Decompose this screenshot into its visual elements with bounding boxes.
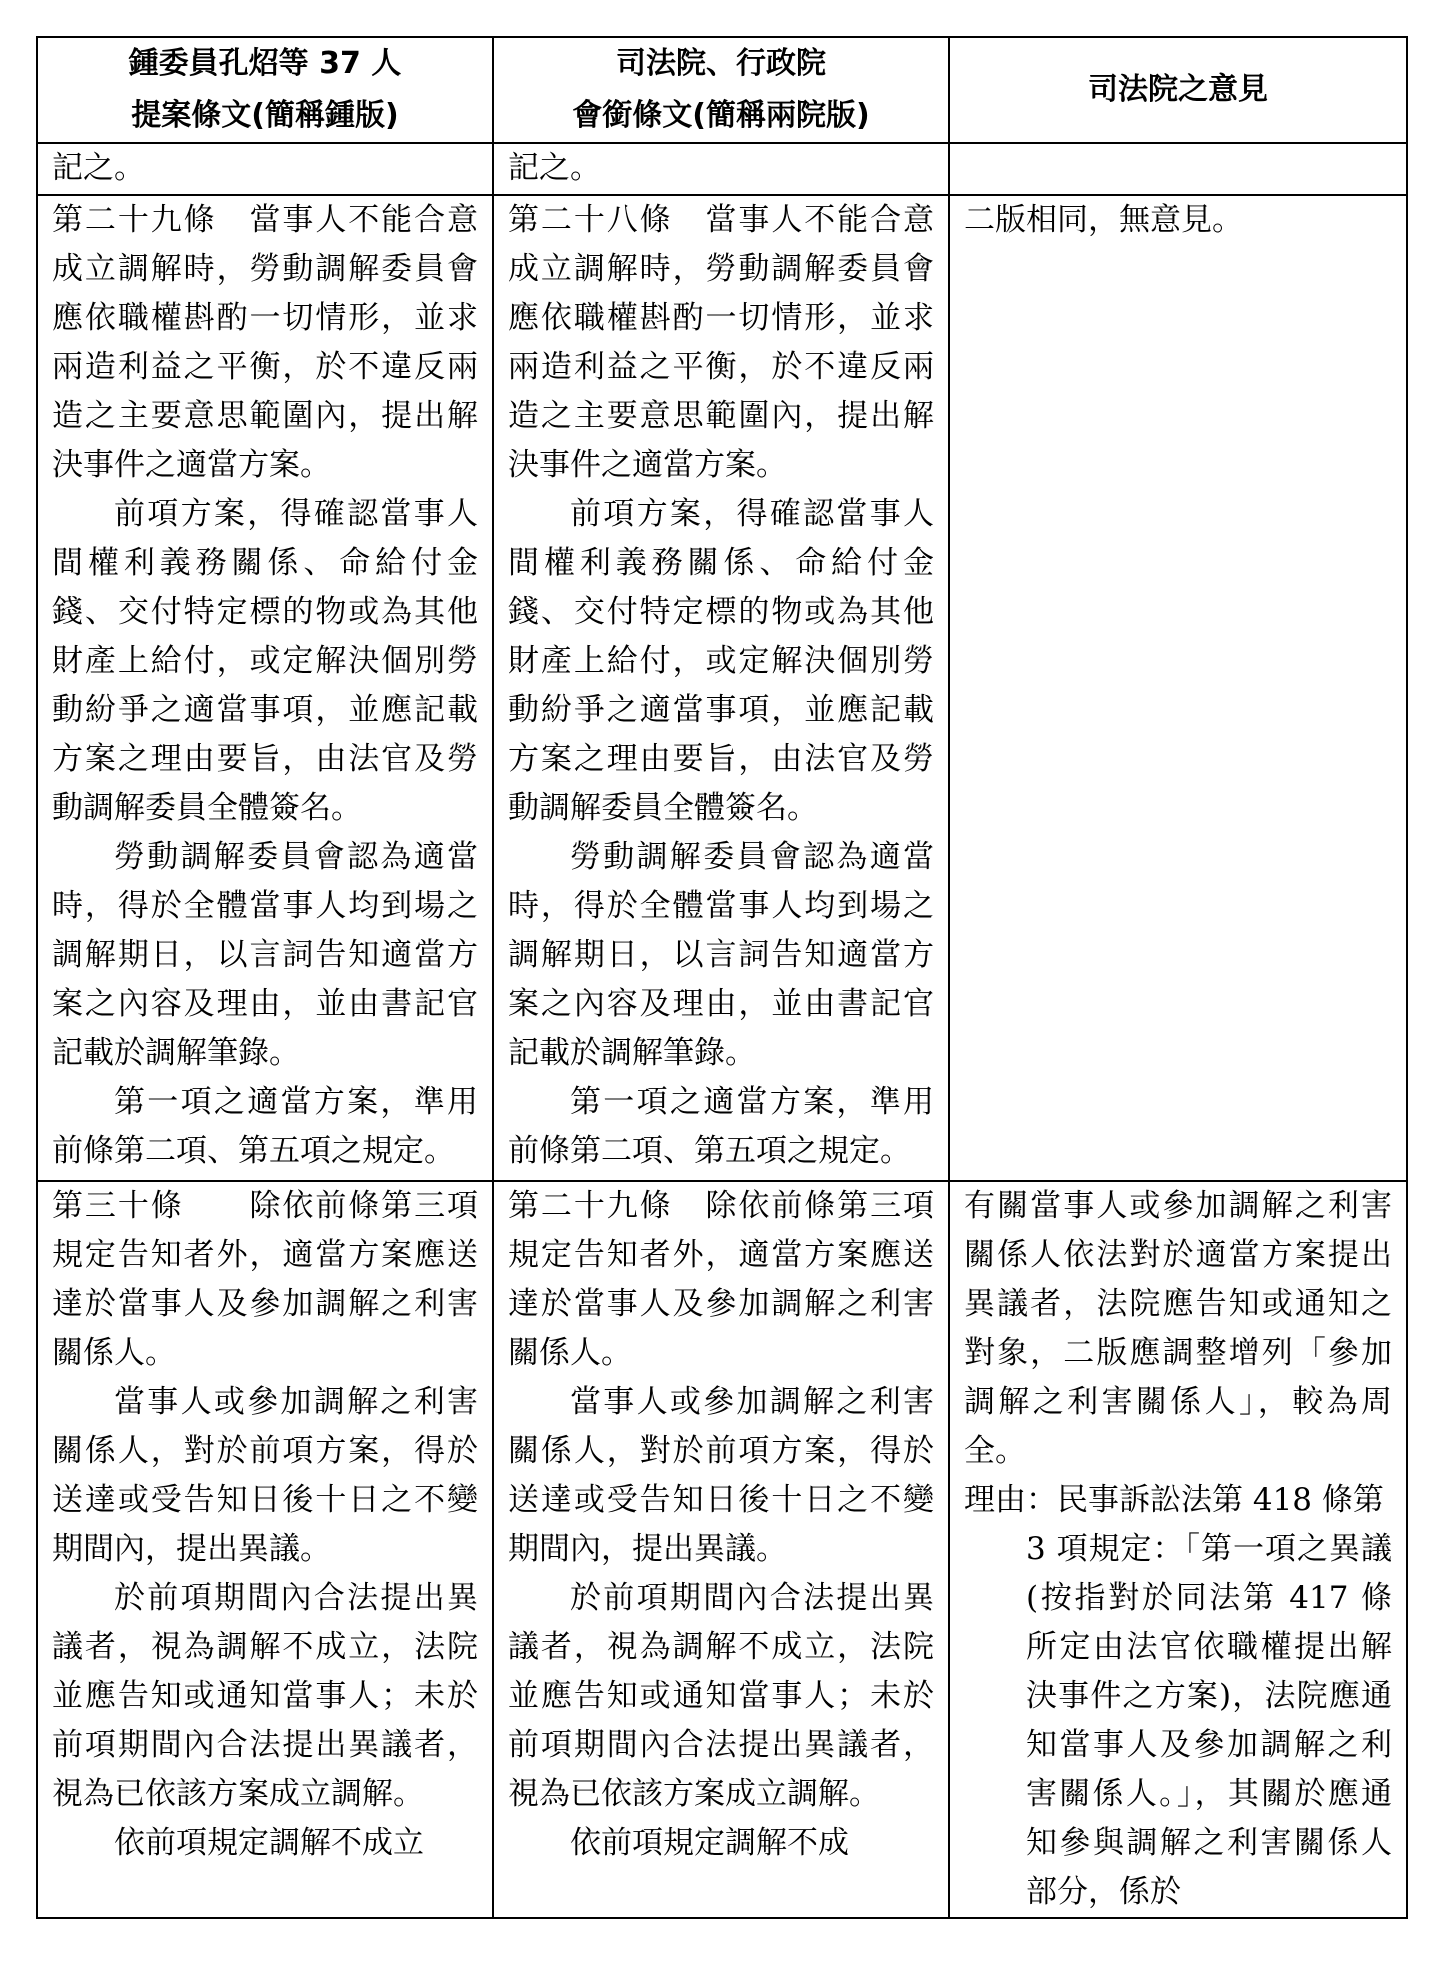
cell-row0-col3 — [949, 143, 1407, 195]
header-two-yuan-line2: 會銜條文(簡稱兩院版) — [572, 98, 870, 133]
article-29-row — [37, 195, 1407, 1181]
header-legislator-line2: 提案條文(簡稱鍾版) — [131, 98, 399, 133]
cell-row1-col3 — [949, 195, 1407, 1181]
article-paragraph: 第三十條 除依前條第三項規定告知者外，適當方案應送達於當事人及參加調解之利害關係人。 — [52, 1188, 478, 1371]
article-paragraph: 於前項期間內合法提出異議者，視為調解不成立，法院並應告知或通知當事人；未於前項期間內合法提出異議者，視為已依該方案成立調解。 — [508, 1580, 934, 1812]
article-paragraph: 第二十八條 當事人不能合意成立調解時，勞動調解委員會應依職權斟酌一切情形，並求兩造利益之平衡，於不違反兩造之主要意思範圍內，提出解決事件之適當方案。 — [508, 202, 934, 483]
cell-row2-col1 — [37, 1181, 493, 1918]
cell-row2-col2 — [493, 1181, 949, 1918]
article-paragraph: 第一項之適當方案，準用前條第二項、第五項之規定。 — [508, 1084, 934, 1169]
article-paragraph: 於前項期間內合法提出異議者，視為調解不成立，法院並應告知或通知當事人；未於前項期間內合法提出異議者，視為已依該方案成立調解。 — [52, 1580, 478, 1812]
cell-row0-col1 — [37, 143, 493, 195]
article-paragraph: 當事人或參加調解之利害關係人，對於前項方案，得於送達或受告知日後十日之不變期間內，提出異議。 — [52, 1384, 478, 1567]
continuation-row — [37, 143, 1407, 195]
article-paragraph: 依前項規定調解不成 — [570, 1825, 849, 1861]
article-paragraph: 第二十九條 當事人不能合意成立調解時，勞動調解委員會應依職權斟酌一切情形，並求兩造利益之平衡，於不違反兩造之主要意思範圍內，提出解決事件之適當方案。 — [52, 202, 478, 483]
cell-text: 記之。 — [52, 150, 145, 186]
article-paragraph: 勞動調解委員會認為適當時，得於全體當事人均到場之調解期日，以言詞告知適當方案之內容及理由，並由書記官記載於調解筆錄。 — [508, 839, 934, 1071]
cell-row1-col1 — [37, 195, 493, 1181]
reason-body: 3 項規定：「第一項之異議(按指對於同法第 417 條所定由法官依職權提出解決事件之方案)，法院應通知當事人及參加調解之利害關係人。」，其關於應通知參與調解之利害關係人部分，係於 — [1026, 1531, 1392, 1910]
opinion-text: 二版相同，無意見。 — [964, 202, 1243, 238]
opinion-text: 有關當事人或參加調解之利害關係人依法對於適當方案提出異議者，法院應告知或通知之對象，二版應調整增列「參加調解之利害關係人」，較為周全。 — [964, 1188, 1392, 1469]
header-legislator-version — [37, 37, 493, 143]
cell-row1-col2 — [493, 195, 949, 1181]
header-two-yuan-version — [493, 37, 949, 143]
header-opinion-label: 司法院之意見 — [1088, 72, 1268, 107]
header-legislator-line1: 鍾委員孔炤等 37 人 — [128, 46, 402, 81]
article-paragraph: 第一項之適當方案，準用前條第二項、第五項之規定。 — [52, 1084, 478, 1169]
header-row — [37, 37, 1407, 143]
comparison-table — [36, 36, 1408, 1919]
article-30-row — [37, 1181, 1407, 1918]
header-two-yuan-line1: 司法院、行政院 — [616, 46, 826, 81]
cell-row0-col2 — [493, 143, 949, 195]
article-paragraph: 前項方案，得確認當事人間權利義務關係、命給付金錢、交付特定標的物或為其他財產上給付，或定解決個別勞動紛爭之適當事項，並應記載方案之理由要旨，由法官及勞動調解委員全體簽名。 — [52, 496, 478, 826]
article-paragraph: 當事人或參加調解之利害關係人，對於前項方案，得於送達或受告知日後十日之不變期間內，提出異議。 — [508, 1384, 934, 1567]
header-judicial-opinion — [949, 37, 1407, 143]
article-paragraph: 第二十九條 除依前條第三項規定告知者外，適當方案應送達於當事人及參加調解之利害關係人。 — [508, 1188, 934, 1371]
article-paragraph: 前項方案，得確認當事人間權利義務關係、命給付金錢、交付特定標的物或為其他財產上給付，或定解決個別勞動紛爭之適當事項，並應記載方案之理由要旨，由法官及勞動調解委員全體簽名。 — [508, 496, 934, 826]
cell-row2-col3 — [949, 1181, 1407, 1918]
cell-text: 記之。 — [508, 150, 601, 186]
article-paragraph: 依前項規定調解不成立 — [114, 1825, 424, 1861]
reason-label: 理由：民事訴訟法第 418 條第 — [964, 1482, 1384, 1518]
article-paragraph: 勞動調解委員會認為適當時，得於全體當事人均到場之調解期日，以言詞告知適當方案之內容及理由，並由書記官記載於調解筆錄。 — [52, 839, 478, 1071]
